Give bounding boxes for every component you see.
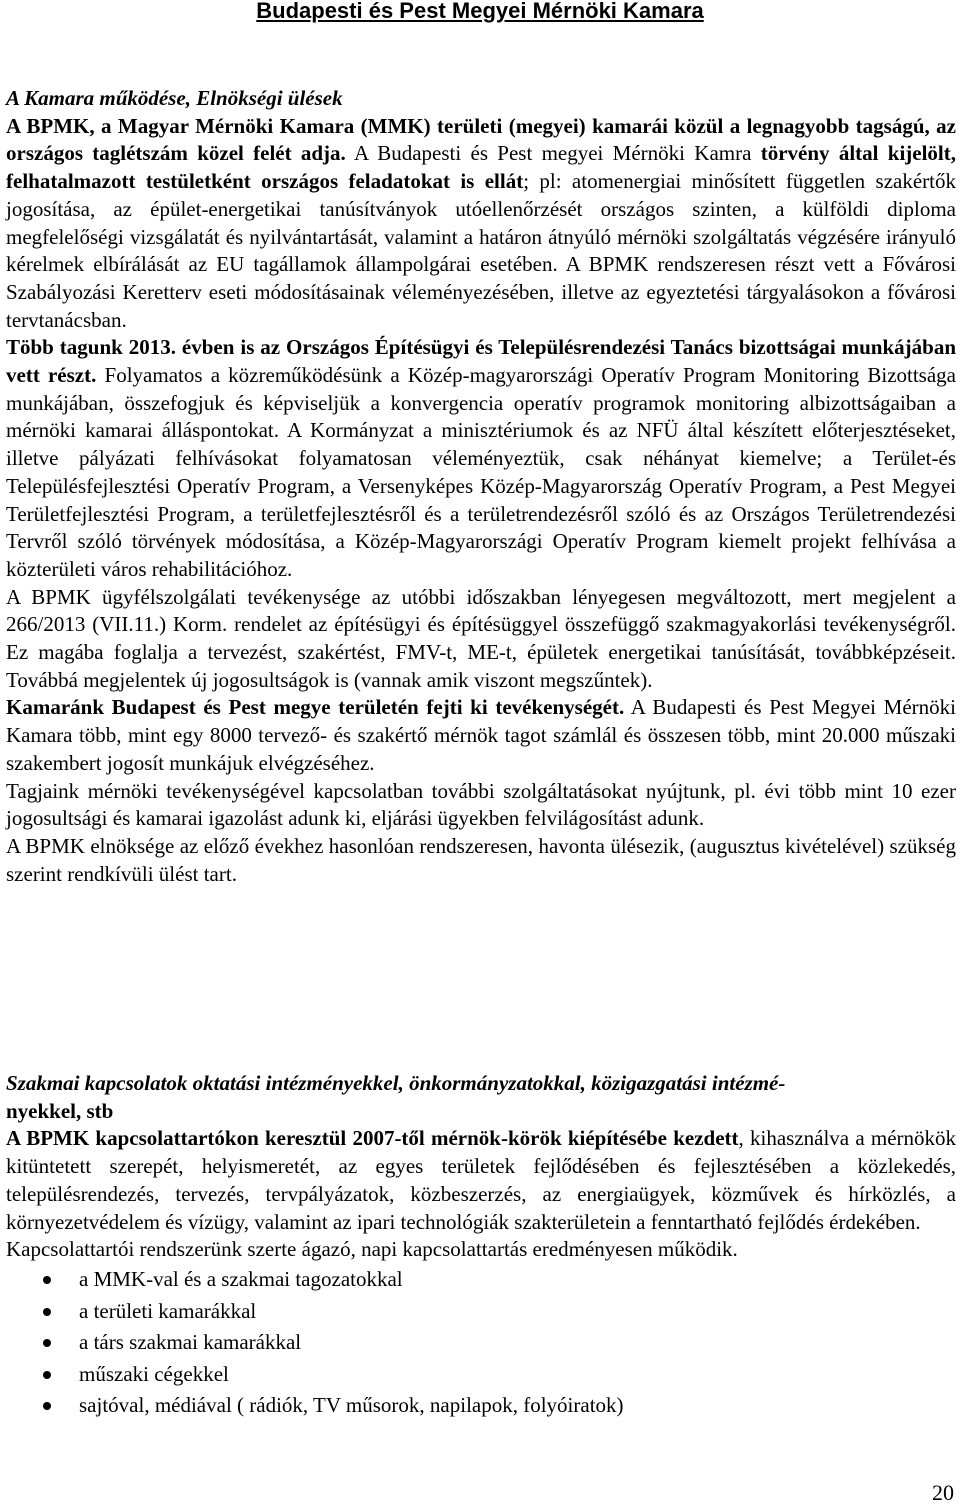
bullet-icon <box>43 1339 51 1347</box>
bullet-icon <box>43 1371 51 1379</box>
section-szakmai-kapcsolatok <box>6 1070 956 1422</box>
section-kamara-mukodese <box>6 85 956 888</box>
list-item: a társ szakmai kamarákkal <box>6 1327 956 1359</box>
section-heading: A Kamara működése, Elnökségi ülések <box>6 86 343 110</box>
paragraph: A BPMK kapcsolattartókon keresztül 2007-től mérnök-körök kiépítésébe kezdett, kihasználva a mérnökök kitüntetett szerepét, helyismeretét, az egyes területek fejlődésében és fejlesztésében a közlekedés, településrendezés, tervezés, tervpályázatok, közbeszerzés, az energiaügyek, közművek és hírközlés, a környezetvédelem és vízügy, valamint az ipari technológiák szakterületein a fenntartható fejlődés érdekében. <box>6 1126 957 1234</box>
list-item: sajtóval, médiával ( rádiók, TV műsorok, napilapok, folyóiratok) <box>6 1390 956 1422</box>
bullet-icon <box>43 1276 51 1284</box>
paragraph: A BPMK ügyfélszolgálati tevékenysége az utóbbi időszakban lényegesen megváltozott, mert megjelent a 266/2013 (VII.11.) Korm. rendelet az építésügyi és építésüggyel összefüggő szakmagyakorlási tevékenységről. Ez magába foglalja a tervezést, szakértést, FMV-t, ME-t, épületek energetikai tanúsítását, továbbképzéseit. Továbbá megjelentek új jogosultságok is (vannak amik viszont megszűntek). <box>6 584 956 692</box>
paragraph: Több tagunk 2013. évben is az Országos Építésügyi és Településrendezési Tanács bizottságai munkájában vett részt. Folyamatos a közreműködésünk a Közép-magyarországi Operatív Program Monitoring Bizottsága munkájában, összefogjuk és képviseljük a konvergencia operatív programok monitoring albizottságaiban a mérnöki kamarai álláspontokat. A Kormányzat a minisztériumok és az NFÜ által készített előterjesztéseket, illetve pályázati felhívásokat folyamatosan véleményeztük, csak néhányat kiemelve; a Terület-és Településfejlesztési Operatív Program, a Versenyképes Közép-Magyarország Operatív Program, a Pest Megyei Területfejlesztési Program, a területfejlesztésről és a területrendezésről szóló és az Országos Területrendezési Tervről szóló törvények módosítása, a Közép-Magyarországi Operatív Program kiemelt projekt felhívása a közterületi város rehabilitációhoz. <box>6 335 956 581</box>
paragraph: A BPMK elnöksége az előző évekhez hasonlóan rendszeresen, havonta ülésezik, (augusztus kivételével) szükség szerint rendkívüli ülést tart. <box>6 833 956 886</box>
paragraph: Kamaránk Budapest és Pest megye területén fejti ki tevékenységét. A Budapesti és Pest Megyei Mérnöki Kamara több, mint egy 8000 tervező- és szakértő mérnök tagot számlál és összesen több, mint 20.000 műszaki szakembert jogosít munkájuk elvégzéséhez. <box>6 695 956 775</box>
page-number: 20 <box>932 1480 954 1505</box>
paragraph: A BPMK, a Magyar Mérnöki Kamara (MMK) területi (megyei) kamarái közül a legnagyobb tagságú, az országos taglétszám közel felét adja. A Budapesti és Pest megyei Mérnöki Kamra törvény által kijelölt, felhatalmazott testületként országos feladatokat is ellát; pl: atomenergiai minősített független szakértők jogosítása, az épület-energetikai tanúsítványok utóellenőrzését országos szinten, a külföldi diploma megfelelőségi vizsgálatát és nyilvántartását, valamint a határon átnyúló mérnöki szolgáltatás végzésére irányuló kérelmek elbírálását az EU tagállamok állampolgárai esetében. A BPMK rendszeresen részt vett a Fővárosi Szabályozási Keretterv eseti módosításainak véleményezésében, illetve az egyeztetési tárgyalásokon a fővárosi tervtanácsban. <box>6 113 957 332</box>
bullet-icon <box>43 1308 51 1316</box>
section-heading: Szakmai kapcsolatok oktatási intézményekkel, önkormányzatokkal, közigazgatási intézmé- nyekkel, stb <box>6 1071 786 1123</box>
bullet-icon <box>43 1402 51 1410</box>
page-title: Budapesti és Pest Megyei Mérnöki Kamara <box>256 0 704 23</box>
list-item: a MMK-val és a szakmai tagozatokkal <box>6 1264 956 1296</box>
bullet-list <box>6 1264 956 1422</box>
list-item: a területi kamarákkal <box>6 1296 956 1328</box>
paragraph: Tagjaink mérnöki tevékenységével kapcsolatban további szolgáltatásokat nyújtunk, pl. évi több mint 10 ezer jogosultsági és kamarai igazolást adunk ki, eljárási ügyekben felvilágosítást adunk. <box>6 778 956 831</box>
paragraph: Kapcsolattartói rendszerünk szerte ágazó, napi kapcsolattartás eredményesen működik. <box>6 1237 738 1262</box>
list-item: műszaki cégekkel <box>6 1359 956 1391</box>
